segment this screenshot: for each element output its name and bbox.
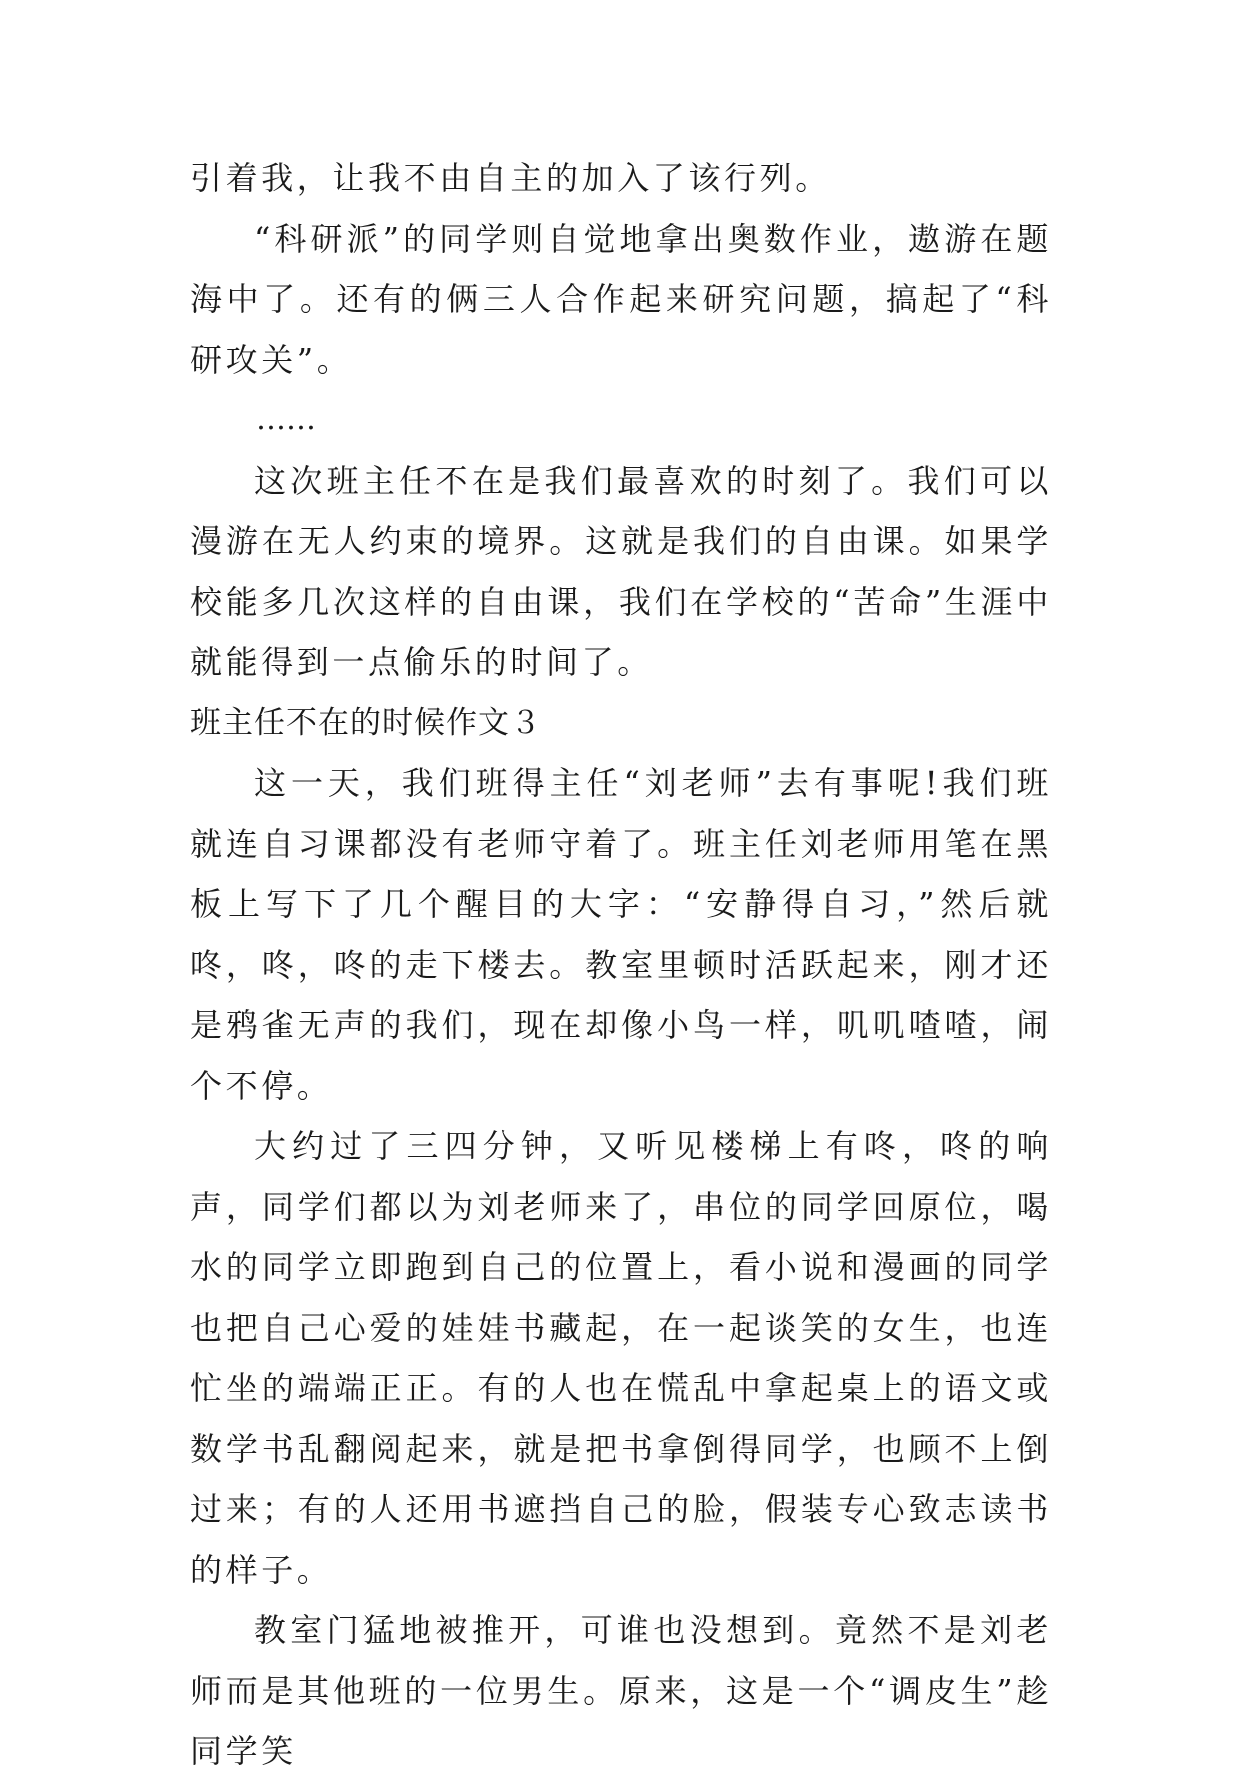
document-page: [190, 148, 1052, 1782]
paragraph-teacher-leaves: 这一天，我们班得主任“刘老师”去有事呢!我们班就连自习课都没有老师守着了。班主任刘老师用笔在黑板上写下了几个醒目的大字：“安静得自习，”然后就咚，咚，咚的走下楼去。教室里顿时活跃起来，刚才还是鸦雀无声的我们，现在却像小鸟一样，叽叽喳喳，闹个不停。: [190, 764, 1052, 1105]
paragraph-door-opens: 教室门猛地被推开，可谁也没想到。竟然不是刘老师而是其他班的一位男生。原来，这是一个“调皮生”趁同学笑: [190, 1611, 1052, 1770]
ellipsis-separator: ……: [256, 402, 316, 437]
paragraph-research-group: “科研派”的同学则自觉地拿出奥数作业，遨游在题海中了。还有的俩三人合作起来研究问题，搞起了“科研攻关”。: [190, 219, 1052, 379]
paragraph-free-class: 这次班主任不在是我们最喜欢的时刻了。我们可以漫游在无人约束的境界。这就是我们的自由课。如果学校能多几次这样的自由课，我们在学校的“苦命”生涯中就能得到一点偷乐的时间了。: [190, 461, 1052, 681]
paragraph-footsteps: 大约过了三四分钟，又听见楼梯上有咚，咚的响声，同学们都以为刘老师来了，串位的同学回原位，喝水的同学立即跑到自己的位置上，看小说和漫画的同学也把自己心爱的娃娃书藏起，在一起谈笑的女生，也连忙坐的端端正正。有的人也在慌乱中拿起桌上的语文或数学书乱翻阅起来，就是把书拿倒得同学，也顾不上倒过来；有的人还用书遮挡自己的脸，假装专心致志读书的样子。: [190, 1127, 1052, 1589]
paragraph-continuation: 引着我，让我不由自主的加入了该行列。: [190, 159, 831, 197]
essay-heading: 班主任不在的时候作文３: [190, 704, 542, 741]
